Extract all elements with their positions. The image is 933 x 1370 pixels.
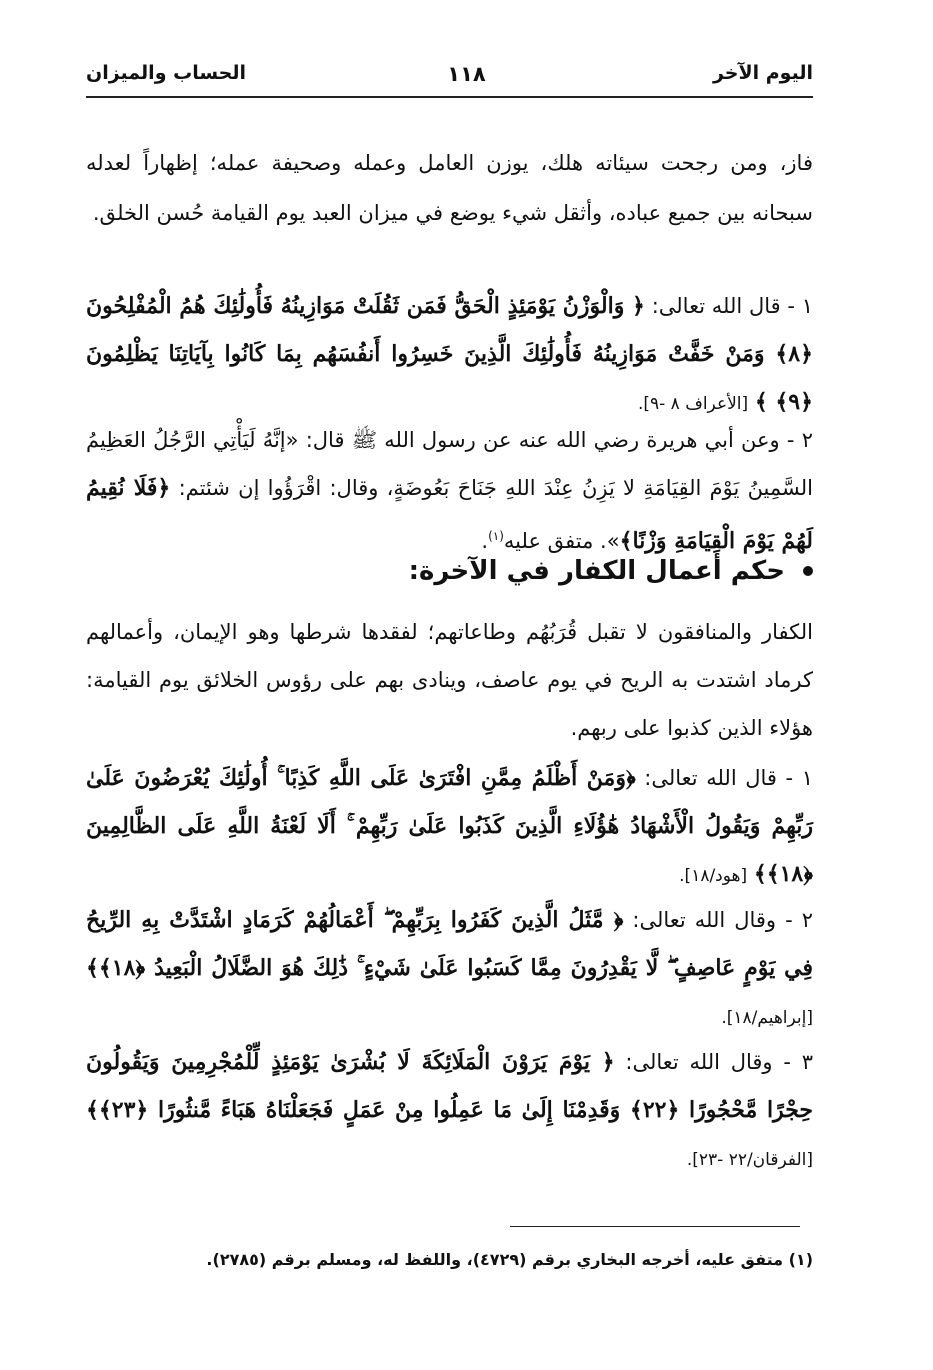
header-rule	[86, 96, 813, 98]
quran-verse: ﴿ وَالْوَزْنُ يَوْمَئِذٍ الْحَقُّ فَمَن ثَقُلَتْ مَوَازِينُهُ فَأُولَٰئِكَ هُمُ الْمُفْلِحُونَ ﴿٨﴾ وَمَنْ خَفَّتْ مَوَازِينُهُ فَأُولَٰئِكَ الَّذِينَ خَسِرُوا أَنفُسَهُم بِمَا كَانُوا بِآيَاتِنَا يَظْلِمُونَ ﴿٩﴾ ﴾	[86, 293, 813, 415]
quran-verse: ﴿وَمَنْ أَظْلَمُ مِمَّنِ افْتَرَىٰ عَلَى اللَّهِ كَذِبًا ۚ أُولَٰئِكَ يُعْرَضُونَ عَلَىٰ رَبِّهِمْ وَيَقُولُ الْأَشْهَادُ هَٰؤُلَاءِ الَّذِينَ كَذَبُوا عَلَىٰ رَبِّهِمْ ۚ أَلَا لَعْنَةُ اللَّهِ عَلَى الظَّالِمِينَ ﴿١٨﴾﴾	[86, 765, 813, 887]
item-number: ١ -	[787, 294, 813, 318]
item-number: ٣ -	[783, 1050, 813, 1074]
item-lead: قال الله تعالى:	[651, 294, 781, 318]
intro-paragraph: فاز، ومن رجحت سيئاته هلك، يوزن العامل وعمله وصحيفة عمله؛ إظهاراً لعدله سبحانه بين جميع عباده، وأثقل شيء يوضع في ميزان العبد يوم القيامة حُسن الخلق.	[86, 151, 813, 225]
evidence-item-5	[86, 1038, 813, 1184]
running-header-chapter: اليوم الآخر	[712, 62, 813, 84]
running-header-section: الحساب والميزان	[86, 62, 247, 84]
verse-reference: [إبراهيم/١٨].	[721, 1008, 813, 1028]
item-number: ٢ -	[785, 908, 813, 932]
item-lead: وقال الله تعالى:	[632, 908, 777, 932]
bullet-icon	[803, 566, 813, 576]
item-lead: وعن أبي هريرة رضي الله عنه عن رسول الله ﷺ قال:	[305, 428, 780, 452]
evidence-item-3	[86, 754, 813, 900]
footnote: (١) متفق عليه، أخرجه البخاري برقم (٤٧٢٩)، واللفظ له، ومسلم برقم (٢٧٨٥).	[206, 1250, 813, 1269]
section-heading: حكم أعمال الكفار في الآخرة:	[408, 556, 785, 586]
quran-verse: ﴿ يَوْمَ يَرَوْنَ الْمَلَائِكَةَ لَا بُشْرَىٰ يَوْمَئِذٍ لِّلْمُجْرِمِينَ وَيَقُولُونَ حِجْرًا مَّحْجُورًا ﴿٢٢﴾ وَقَدِمْنَا إِلَىٰ مَا عَمِلُوا مِنْ عَمَلٍ فَجَعَلْنَاهُ هَبَاءً مَّنثُورًا ﴿٢٣﴾﴾	[86, 1049, 813, 1123]
quran-verse: ﴿ مَّثَلُ الَّذِينَ كَفَرُوا بِرَبِّهِمْ ۖ أَعْمَالُهُمْ كَرَمَادٍ اشْتَدَّتْ بِهِ الرِّيحُ فِي يَوْمٍ عَاصِفٍ ۖ لَّا يَقْدِرُونَ مِمَّا كَسَبُوا عَلَىٰ شَيْءٍ ۚ ذَٰلِكَ هُوَ الضَّلَالُ الْبَعِيدُ ﴿١٨﴾﴾	[86, 907, 813, 981]
footnote-rule	[510, 1226, 800, 1227]
evidence-item-2	[86, 416, 813, 565]
item-number: ١ -	[785, 766, 813, 790]
quran-verse: ﴿فَلَا نُقِيمُ لَهُمْ يَوْمَ الْقِيَامَةِ وَزْنًا﴾	[86, 475, 813, 554]
verse-reference: [الفرقان/٢٢ -٢٣].	[686, 1150, 813, 1170]
item-number: ٢ -	[786, 428, 813, 452]
verse-reference: [الأعراف ٨ -٩].	[637, 394, 749, 414]
section-heading-row	[86, 556, 813, 586]
item-lead: وقال الله تعالى:	[625, 1050, 773, 1074]
sentence-end: .	[481, 529, 489, 553]
item-lead: قال الله تعالى:	[644, 766, 777, 790]
hadith-text: «إنَّهُ لَيَأْتِي الرَّجُلُ العَظِيمُ السَّمِينُ يَوْمَ القِيَامَةِ لا يَزِنُ عِنْدَ اللهِ جَنَاحَ بَعُوضَةٍ، وقال: اقْرَؤُوا إن شئتم:	[86, 428, 813, 500]
evidence-item-4	[86, 896, 813, 1042]
verse-reference: [هود/١٨].	[679, 866, 748, 886]
evidence-item-1	[86, 282, 813, 428]
hadith-tail: ». متفق عليه	[503, 529, 620, 553]
page-number: ١١٨	[447, 62, 486, 86]
footnote-marker[interactable]: (١)	[488, 529, 504, 543]
section-paragraph: الكفار والمنافقون لا تقبل قُرَبُهُم وطاعاتهم؛ لفقدها شرطها وهو الإيمان، وأعمالهم كرماد اشتدت به الريح في يوم عاصف، وينادى بهم على رؤوس الخلائق يوم القيامة: هؤلاء الذين كذبوا على ربهم.	[86, 620, 813, 740]
